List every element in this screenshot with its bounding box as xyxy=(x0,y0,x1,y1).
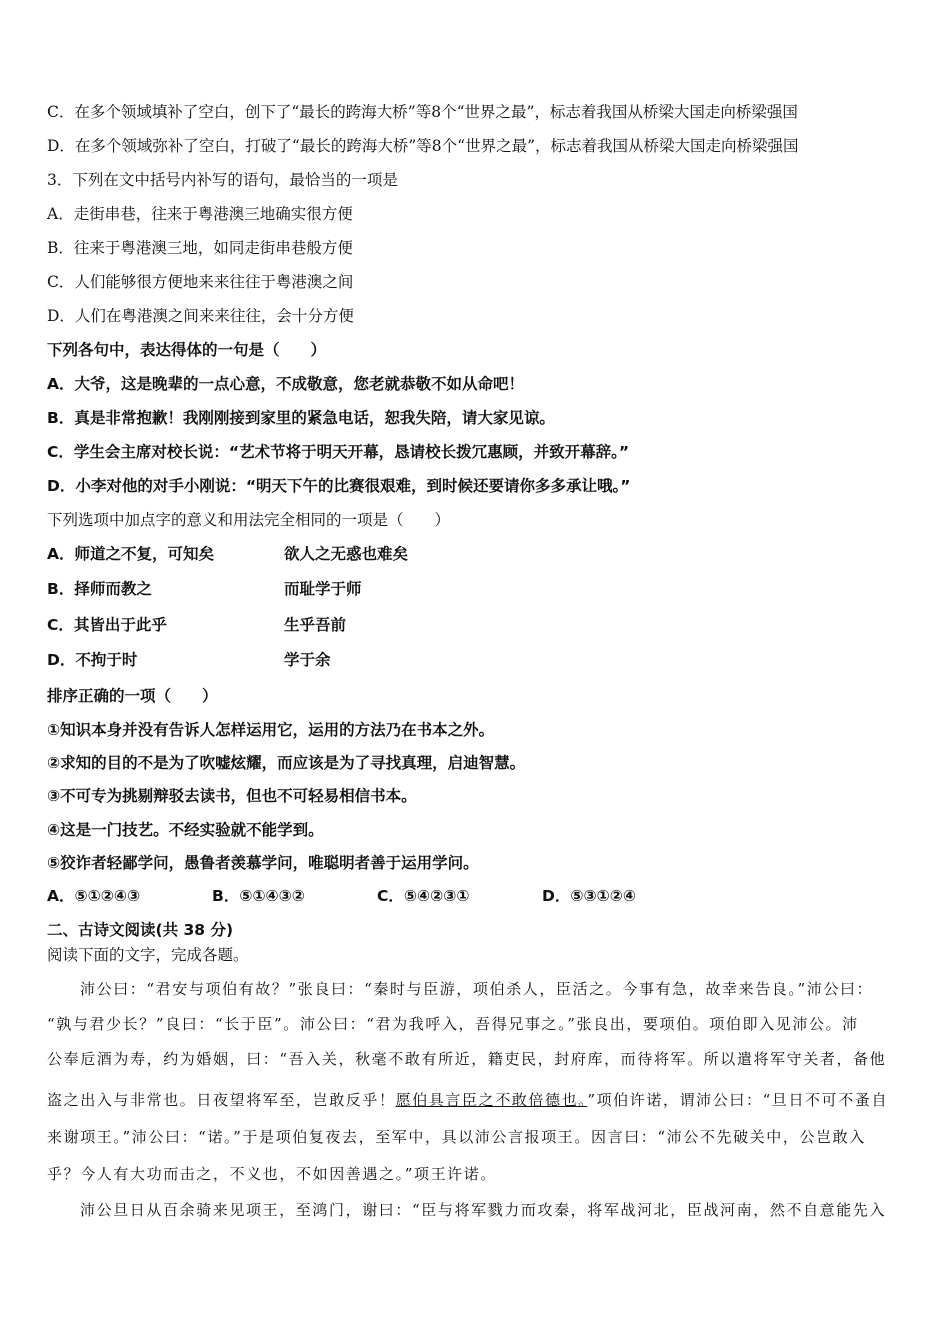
passage-line-3: 公奉卮酒为寿，约为婚姻，曰：“吾入关，秋毫不敢有所近，籍吏民，封府库，而待将军。所以遣将军守关者，备他 xyxy=(47,1050,887,1068)
passage-line-4 xyxy=(47,1090,907,1110)
q3-option-a: A．走街串巷，往来于粤港澳三地确实很方便 xyxy=(47,205,353,223)
q2-option-d: D．在多个领域弥补了空白，打破了“最长的跨海大桥”等8个“世界之最”，标志着我国从桥梁大国走向桥梁强国 xyxy=(47,137,799,155)
order-question-stem: 排序正确的一项（ ） xyxy=(47,687,218,705)
decorum-option-d: D．小李对他的对手小刚说：“明天下午的比赛很艰难，到时候还要请你多多承让哦。” xyxy=(47,477,631,495)
order-choice-a: A．⑤①②④③ xyxy=(47,887,141,905)
passage-line-4-end: ”项伯许诺，谓沛公曰：“旦日不可不蚤自 xyxy=(587,1091,889,1109)
word-usage-option-d-left: D．不拘于时 xyxy=(47,651,138,669)
order-sentence-3: ③不可专为挑剔辩驳去读书，但也不可轻易相信书本。 xyxy=(47,787,417,805)
word-usage-option-c-left: C．其皆出于此乎 xyxy=(47,616,167,634)
word-usage-option-d-right: 学于余 xyxy=(284,651,331,669)
order-sentence-5: ⑤狡诈者轻鄙学问，愚鲁者羡慕学问，唯聪明者善于运用学问。 xyxy=(47,854,479,872)
word-usage-option-b-right: 而耻学于师 xyxy=(284,580,362,598)
passage-line-7: 沛公旦日从百余骑来见项王，至鸿门，谢曰：“臣与将军戮力而攻秦，将军战河北，臣战河南，然不自意能先入 xyxy=(80,1201,887,1219)
decorum-option-b: B．真是非常抱歉！我刚刚接到家里的紧急电话，恕我失陪，请大家见谅。 xyxy=(47,409,555,427)
q3-option-c: C．人们能够很方便地来来往往于粤港澳之间 xyxy=(47,273,354,291)
word-usage-option-c-right: 生乎吾前 xyxy=(284,616,347,634)
order-sentence-4: ④这是一门技艺。不经实验就不能学到。 xyxy=(47,821,324,839)
word-usage-option-b-left: B．择师而教之 xyxy=(47,580,152,598)
order-choice-d: D．⑤③①②④ xyxy=(542,887,636,905)
passage-line-6: 乎？今人有大功而击之，不义也，不如因善遇之。”项王许诺。 xyxy=(47,1165,497,1183)
passage-line-1: 沛公曰：“君安与项伯有故？”张良曰：“秦时与臣游，项伯杀人，臣活之。今事有急，故幸来告良。”沛公曰： xyxy=(80,980,874,998)
order-sentence-1: ①知识本身并没有告诉人怎样运用它，运用的方法乃在书本之外。 xyxy=(47,721,495,739)
passage-line-4-start: 盗之出入与非常也。日夜望将军至，岂敢反乎！ xyxy=(47,1091,396,1109)
passage-line-2: “孰与君少长？”良曰：“长于臣”。沛公曰：“君为我呼入，吾得兄事之。”张良出，要项伯。项伯即入见沛公。沛 xyxy=(47,1015,859,1033)
order-choice-c: C．⑤④②③① xyxy=(377,887,470,905)
q3-option-d: D．人们在粤港澳之间来来往往，会十分方便 xyxy=(47,307,354,325)
underlined-sentence: 愿伯具言臣之不敢倍德也。 xyxy=(395,1091,588,1109)
word-usage-question-stem: 下列选项中加点字的意义和用法完全相同的一项是（ ） xyxy=(47,511,451,529)
q3-option-b: B．往来于粤港澳三地，如同走街串巷般方便 xyxy=(47,239,353,257)
passage-line-5: 来谢项王。”沛公曰：“诺。”于是项伯复夜去，至军中，具以沛公言报项王。因言曰：“沛公不先破关中，公岂敢入 xyxy=(47,1128,866,1146)
decorum-option-a: A．大爷，这是晚辈的一点心意，不成敬意，您老就恭敬不如从命吧！ xyxy=(47,375,524,393)
word-usage-option-a-left: A．师道之不复，可知矣 xyxy=(47,545,214,563)
q3-stem: 3．下列在文中括号内补写的语句，最恰当的一项是 xyxy=(47,171,398,189)
order-sentence-2: ②求知的目的不是为了吹嘘炫耀，而应该是为了寻找真理，启迪智慧。 xyxy=(47,754,526,772)
word-usage-option-a-right: 欲人之无惑也难矣 xyxy=(284,545,409,563)
decorum-option-c: C．学生会主席对校长说：“艺术节将于明天开幕，恳请校长拨冗惠顾，并致开幕辞。” xyxy=(47,443,630,461)
q2-option-c: C．在多个领域填补了空白，创下了“最长的跨海大桥”等8个“世界之最”，标志着我国从桥梁大国走向桥梁强国 xyxy=(47,103,798,121)
order-choice-b: B．⑤①④③② xyxy=(212,887,305,905)
decorum-question-stem: 下列各句中，表达得体的一句是（ ） xyxy=(47,341,327,359)
section-heading: 二、古诗文阅读(共 38 分) xyxy=(47,921,234,939)
section-instruction: 阅读下面的文字，完成各题。 xyxy=(47,946,249,964)
